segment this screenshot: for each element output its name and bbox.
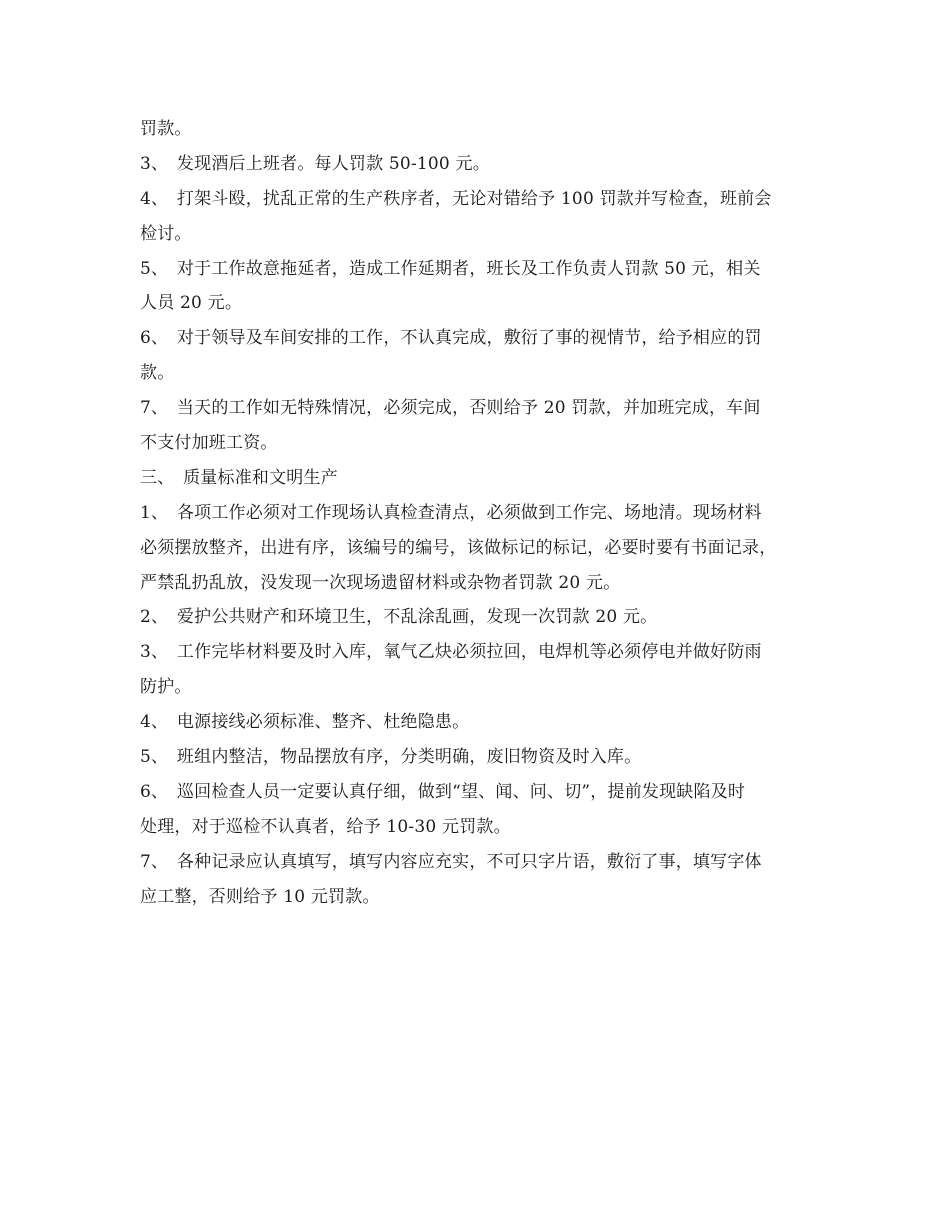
text-line: 3、 发现酒后上班者。每人罚款 50-100 元。 <box>140 153 490 174</box>
text-line: 6、 对于领导及车间安排的工作，不认真完成，敷衍了事的视情节，给予相应的罚 <box>140 328 762 349</box>
text-line: 4、 打架斗殴，扰乱正常的生产秩序者，无论对错给予 100 罚款并写检查，班前会 <box>140 188 772 209</box>
text-line: 不支付加班工资。 <box>140 433 278 454</box>
document-body <box>140 112 820 914</box>
text-line: 6、 巡回检查人员一定要认真仔细，做到“望、闻、问、切”，提前发现缺陷及时 <box>140 781 746 802</box>
text-line: 5、 对于工作故意拖延者，造成工作延期者，班长及工作负责人罚款 50 元，相关 <box>140 258 761 279</box>
text-line: 罚款。 <box>140 119 192 139</box>
text-line: 处理，对于巡检不认真者，给予 10-30 元罚款。 <box>140 816 511 837</box>
section-heading: 三、 质量标准和文明生产 <box>140 467 338 488</box>
text-line: 防护。 <box>140 677 192 698</box>
text-line: 检讨。 <box>140 223 192 244</box>
text-line: 7、 各种记录应认真填写，填写内容应充实，不可只字片语，敷衍了事，填写字体 <box>140 851 762 872</box>
text-line: 7、 当天的工作如无特殊情况，必须完成，否则给予 20 罚款，并加班完成，车间 <box>140 398 761 419</box>
text-line: 3、 工作完毕材料要及时入库，氧气乙炔必须拉回，电焊机等必须停电并做好防雨 <box>140 642 762 663</box>
text-line: 2、 爱护公共财产和环境卫生，不乱涂乱画，发现一次罚款 20 元。 <box>140 607 658 628</box>
text-line: 人员 20 元。 <box>140 293 243 314</box>
text-line: 必须摆放整齐，出进有序，该编号的编号，该做标记的标记，必要时要有书面记录， <box>140 537 777 558</box>
text-line: 5、 班组内整洁，物品摆放有序，分类明确，废旧物资及时入库。 <box>140 747 642 768</box>
text-line: 款。 <box>140 363 175 384</box>
text-line: 严禁乱扔乱放，没发现一次现场遗留材料或杂物者罚款 20 元。 <box>140 572 621 593</box>
text-line: 应工整，否则给予 10 元罚款。 <box>140 886 380 907</box>
text-line: 1、 各项工作必须对工作现场认真检查清点，必须做到工作完、场地清。现场材料 <box>140 502 762 523</box>
text-line: 4、 电源接线必须标准、整齐、杜绝隐患。 <box>140 712 470 733</box>
